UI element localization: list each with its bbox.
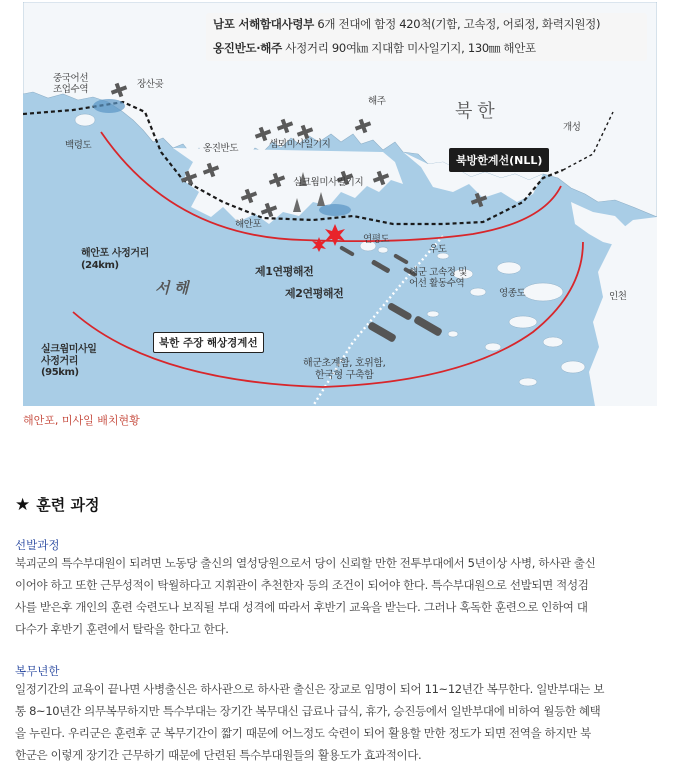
label-north-korea: 북 한: [455, 101, 495, 122]
paragraph-line: 통 8~10년간 의무복무하지만 특수부대는 장기간 복무대신 급료나 급식, 휴가, 승진등에서 일반부대에 비하여 월등한 혜택: [15, 704, 601, 718]
legend-line-1-bold: 남포 서해함대사령부: [213, 17, 314, 31]
map-graphic: [23, 2, 657, 406]
label-baengnyeongdo: 백령도: [65, 140, 92, 151]
legend-line-2-bold: 옹진반도·해주: [213, 41, 282, 55]
legend-line-2-rest: 사정거리 90여㎞ 지대함 미사일기지, 130㎜ 해안포: [281, 41, 536, 55]
label-coastal-artillery-range: 해안포 사정거리 (24km): [81, 248, 149, 271]
paragraph-line: 을 누린다. 우리군은 훈련후 군 복무기간이 짧기 때문에 어느정도 숙련이 되어 활용할 만한 정도가 되면 전역을 하지만 북: [15, 726, 591, 740]
paragraph-line: 일정기간의 교육이 끝나면 사병출신은 하사관으로 하사관 출신은 장교로 임명이 되어 11~12년간 복무한다. 일반부대는 보: [15, 682, 605, 696]
paragraph-line: 사를 받은후 개인의 훈련 숙련도나 보직될 부대 성격에 따라서 후반기 교육을 받는다. 그러나 혹독한 훈련으로 인하여 대: [15, 600, 588, 614]
china-fishing-zone-marker: [93, 99, 125, 113]
paragraph-line: 한군은 이렇게 장기간 근무하기 때문에 단련된 특수부대원들의 활용도가 효과적이다.: [15, 748, 422, 762]
star-icon: ★: [15, 494, 31, 515]
baengnyeongdo-island: [75, 114, 95, 126]
label-silkworm-range: 실크웜미사일 사정거리 (95km): [41, 344, 97, 378]
label-yeongjongdo: 영종도: [499, 288, 526, 299]
label-samjigot-missile-base: 샘뫼미사일기지: [269, 139, 331, 150]
nll-label: 북방한계선(NLL): [449, 148, 549, 172]
label-yeonpyeongdo: 연평도: [363, 234, 390, 245]
subheading-selection: 선발과정: [15, 538, 60, 552]
label-navy-activity-zone: 해군 고속정 및 어선 활동수역: [409, 267, 467, 289]
legend-line-1: [213, 16, 600, 32]
paragraph-line: 이어야 하고 또한 근무성적이 탁월하다고 지휘관이 추천한자 등의 조건이 되어야 한다. 특수부대원으로 선발되면 적성검: [15, 578, 589, 592]
label-second-yeonpyeong-battle: 제2연평해전: [285, 287, 344, 300]
paragraph-service-term: [15, 678, 660, 766]
label-udo: 우도: [429, 244, 447, 255]
label-rok-warships: 해군초계함, 호위함, 한국형 구축함: [303, 358, 386, 381]
label-haeanpo: 해안포: [235, 219, 262, 230]
subheading-service-term: 복무년한: [15, 664, 60, 678]
paragraph-line: 다수가 후반기 훈련에서 탈락을 한다고 한다.: [15, 622, 229, 636]
paragraph-line: 북괴군의 특수부대원이 되려면 노동당 출신의 열성당원으로서 당이 신뢰할 만한 전투부대에서 5년이상 사병, 하사관 출신: [15, 556, 596, 570]
yeongjongdo-island: [523, 283, 563, 301]
label-incheon: 인천: [609, 291, 627, 302]
deployment-map: [23, 2, 657, 406]
legend-line-1-rest: 6개 전대에 함정 420척(기함, 고속정, 어뢰정, 화력지원정): [313, 17, 601, 31]
label-jangsangot: 장산곶: [137, 79, 164, 90]
map-caption: 해안포, 미사일 배치현황: [23, 414, 140, 427]
label-west-sea: 서 해: [155, 279, 189, 297]
label-china-fishing-zone: 중국어선 조업수역: [53, 73, 89, 95]
label-first-yeonpyeong-battle: 제1연평해전: [255, 265, 314, 278]
label-kaesong: 개성: [563, 122, 581, 133]
label-ongjin-peninsula: 옹진반도: [203, 143, 239, 154]
label-haeju: 해주: [368, 96, 386, 107]
paragraph-selection: [15, 552, 660, 640]
section-title: [15, 494, 99, 515]
nk-claim-line-label: 북한 주장 해상경계선: [153, 332, 264, 353]
label-silkworm-base: 실크웜미사일기지: [293, 177, 364, 188]
section-title-text: 훈련 과정: [36, 496, 100, 514]
legend-line-2: [213, 40, 536, 56]
